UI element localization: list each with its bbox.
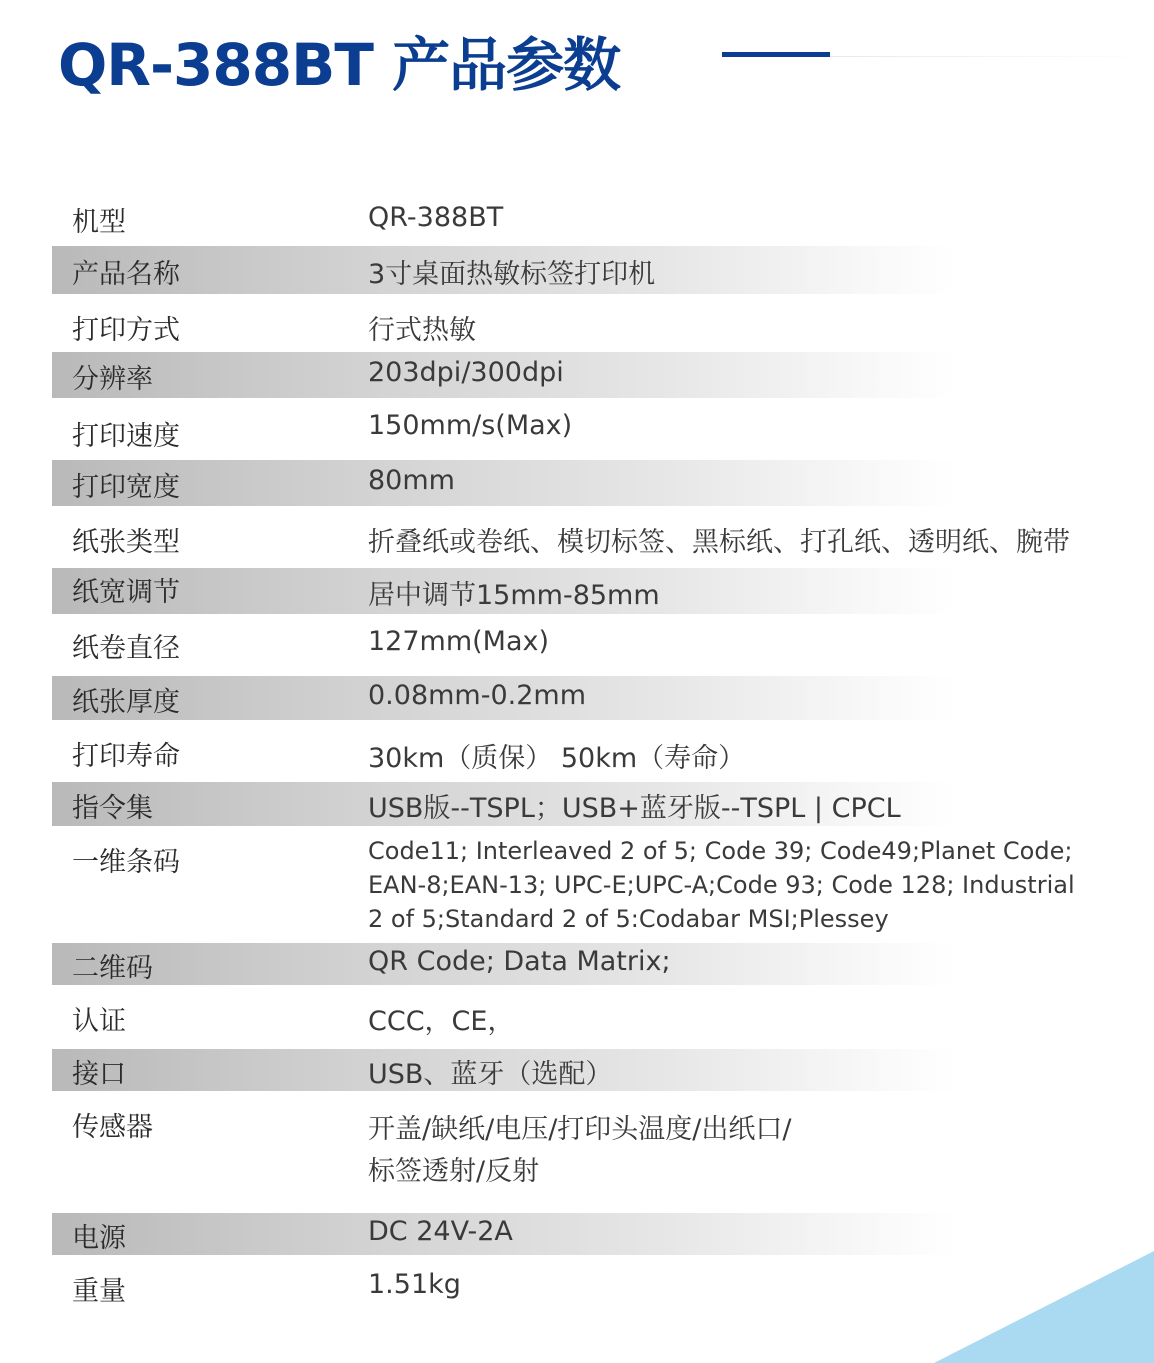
- spec-row-print-method: [52, 294, 1154, 352]
- spec-value: 80mm: [368, 465, 455, 496]
- spec-value: 0.08mm-0.2mm: [368, 680, 587, 711]
- page-title: QR-388BT 产品参数: [58, 31, 621, 99]
- spec-value-multiline: [368, 834, 1075, 936]
- spec-table: [52, 192, 1154, 1315]
- spec-label: 指令集: [72, 793, 153, 824]
- spec-label: 产品名称: [72, 259, 180, 290]
- spec-value: 行式热敏: [368, 315, 476, 346]
- spec-value: 203dpi/300dpi: [368, 357, 564, 388]
- spec-row-interface: [52, 1049, 1154, 1091]
- title-divider-line: [830, 56, 1154, 57]
- spec-row-print-speed: [52, 398, 1154, 460]
- spec-label: 认证: [72, 1006, 126, 1037]
- spec-row-2d-barcode: [52, 943, 1154, 985]
- corner-decoration: [934, 1251, 1154, 1363]
- spec-value: CCC，CE，: [368, 1006, 515, 1037]
- spec-row-roll-diameter: [52, 614, 1154, 676]
- spec-value: 3寸桌面热敏标签打印机: [368, 259, 656, 290]
- spec-label: 二维码: [72, 953, 153, 984]
- spec-value: QR-388BT: [368, 202, 504, 233]
- spec-value-multiline: [368, 1109, 791, 1193]
- spec-row-model: [52, 192, 1154, 246]
- spec-label: 传感器: [72, 1112, 153, 1143]
- spec-value: QR Code; Data Matrix;: [368, 946, 671, 977]
- spec-value-line: 2 of 5;Standard 2 of 5:Codabar MSI;Plessey: [368, 905, 889, 933]
- spec-label: 重量: [72, 1276, 126, 1307]
- spec-row-resolution: [52, 352, 1154, 398]
- spec-value-line: Code11; Interleaved 2 of 5; Code 39; Code49;Planet Code;: [368, 837, 1073, 865]
- spec-label: 机型: [72, 207, 126, 238]
- spec-row-1d-barcode: [52, 826, 1154, 943]
- spec-label: 纸卷直径: [72, 633, 180, 664]
- spec-row-power: [52, 1213, 1154, 1255]
- spec-value-line: 标签透射/反射: [368, 1156, 540, 1187]
- spec-label: 分辨率: [72, 364, 153, 395]
- spec-row-print-width: [52, 460, 1154, 506]
- spec-value: USB、蓝牙（选配）: [368, 1059, 613, 1090]
- spec-value-line: EAN-8;EAN-13; UPC-E;UPC-A;Code 93; Code 128; Industrial: [368, 871, 1075, 899]
- spec-row-certification: [52, 985, 1154, 1049]
- spec-value: 居中调节15mm-85mm: [368, 580, 660, 611]
- spec-value: 150mm/s(Max): [368, 410, 573, 441]
- spec-row-sensor: [52, 1091, 1154, 1213]
- spec-value: USB版--TSPL；USB+蓝牙版--TSPL | CPCL: [368, 793, 901, 824]
- spec-row-print-life: [52, 720, 1154, 782]
- spec-label: 纸宽调节: [72, 577, 180, 608]
- spec-label: 打印速度: [72, 421, 180, 452]
- spec-row-paper-thickness: [52, 676, 1154, 720]
- title-accent-bar: [722, 52, 830, 57]
- spec-value: 30km（质保） 50km（寿命）: [368, 743, 746, 774]
- spec-row-paper-type: [52, 506, 1154, 568]
- spec-row-paper-width-adjust: [52, 568, 1154, 614]
- spec-label: 纸张厚度: [72, 687, 180, 718]
- spec-value: 127mm(Max): [368, 626, 550, 657]
- spec-value: 折叠纸或卷纸、模切标签、黑标纸、打孔纸、透明纸、腕带: [368, 527, 1070, 558]
- spec-label: 纸张类型: [72, 527, 180, 558]
- spec-label: 打印寿命: [72, 741, 180, 772]
- spec-value: 1.51kg: [368, 1269, 461, 1300]
- spec-label: 打印宽度: [72, 472, 180, 503]
- spec-label: 电源: [72, 1223, 126, 1254]
- spec-label: 一维条码: [72, 847, 180, 878]
- spec-label: 接口: [72, 1059, 126, 1090]
- spec-value-line: 开盖/缺纸/电压/打印头温度/出纸口/: [368, 1114, 792, 1145]
- spec-label: 打印方式: [72, 315, 180, 346]
- spec-row-product-name: [52, 246, 1154, 294]
- spec-row-command-set: [52, 782, 1154, 826]
- spec-value: DC 24V-2A: [368, 1216, 513, 1247]
